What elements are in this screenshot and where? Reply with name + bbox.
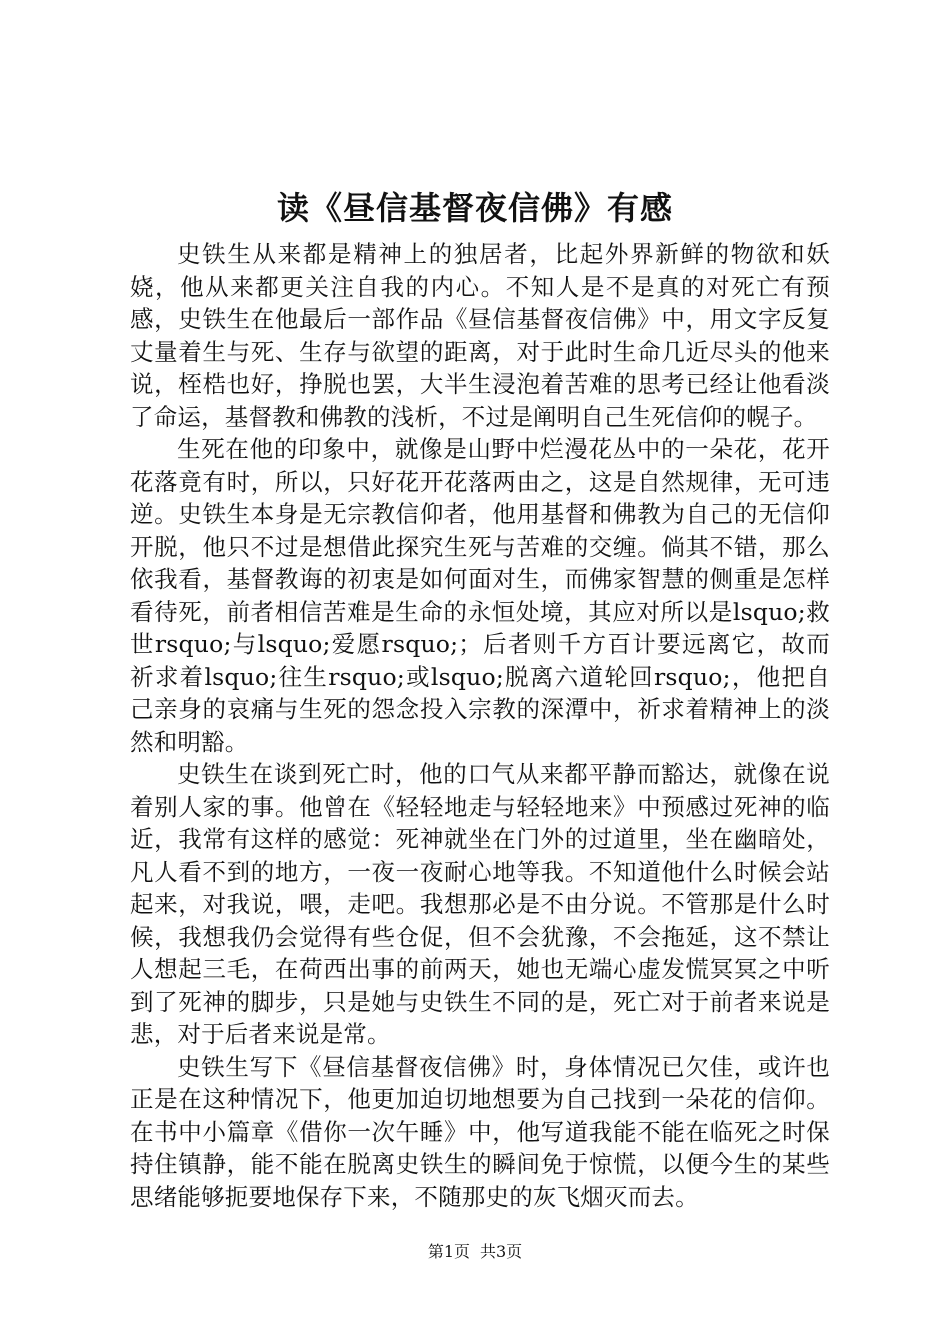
page-total: 共3页 <box>480 1242 523 1261</box>
paragraph-2: 生死在他的印象中，就像是山野中烂漫花丛中的一朵花，花开花落竟有时，所以，只好花开花落两由之，这是自然规律，无可违逆。史铁生本身是无宗教信仰者，他用基督和佛教为自己的无信仰开脱，他只不过是想借此探究生死与苦难的交缠。倘其不错，那么依我看，基督教诲的初衷是如何面对生，而佛家智慧的侧重是怎样看待死，前者相信苦难是生命的永恒处境，其应对所以是lsquo;救世rsquo;与lsquo;爱愿rsquo;；后者则千方百计要远离它，故而祈求着lsquo;往生rsquo;或lsquo;脱离六道轮回rsquo;，他把自己亲身的哀痛与生死的怨念投入宗教的深潭中，祈求着精神上的淡然和明豁。 <box>130 435 830 756</box>
document-title: 读《昼信基督夜信佛》有感 <box>276 189 673 227</box>
paragraph-3: 史铁生在谈到死亡时，他的口气从来都平静而豁达，就像在说着别人家的事。他曾在《轻轻地走与轻轻地来》中预感过死神的临近，我常有这样的感觉：死神就坐在门外的过道里，坐在幽暗处，凡人看不到的地方，一夜一夜耐心地等我。不知道他什么时候会站起来，对我说，喂，走吧。我想那必是不由分说。不管那是什么时候，我想我仍会觉得有些仓促，但不会犹豫，不会拖延，这不禁让人想起三毛，在荷西出事的前两天，她也无端心虚发慌冥冥之中听到了死神的脚步，只是她与史铁生不同的是，死亡对于前者来说是悲，对于后者来说是常。 <box>130 760 830 1048</box>
page-footer <box>0 1242 950 1262</box>
paragraph-1: 史铁生从来都是精神上的独居者，比起外界新鲜的物欲和妖娆，他从来都更关注自我的内心。不知人是不是真的对死亡有预感，史铁生在他最后一部作品《昼信基督夜信佛》中，用文字反复丈量着生与死、生存与欲望的距离，对于此时生命几近尽头的他来说，桎梏也好，挣脱也罢，大半生浸泡着苦难的思考已经让他看淡了命运，基督教和佛教的浅析，不过是阐明自己生死信仰的幌子。 <box>130 240 830 431</box>
document-body <box>130 238 830 1211</box>
paragraph-4: 史铁生写下《昼信基督夜信佛》时，身体情况已欠佳，或许也正是在这种情况下，他更加迫切地想要为自己找到一朵花的信仰。在书中小篇章《借你一次午睡》中，他写道我能不能在临死之时保持住镇静，能不能在脱离史铁生的瞬间免于惊慌，以便今生的某些思绪能够扼要地保存下来，不随那史的灰飞烟灭而去。 <box>130 1052 830 1211</box>
page-number: 第1页 <box>427 1242 470 1261</box>
